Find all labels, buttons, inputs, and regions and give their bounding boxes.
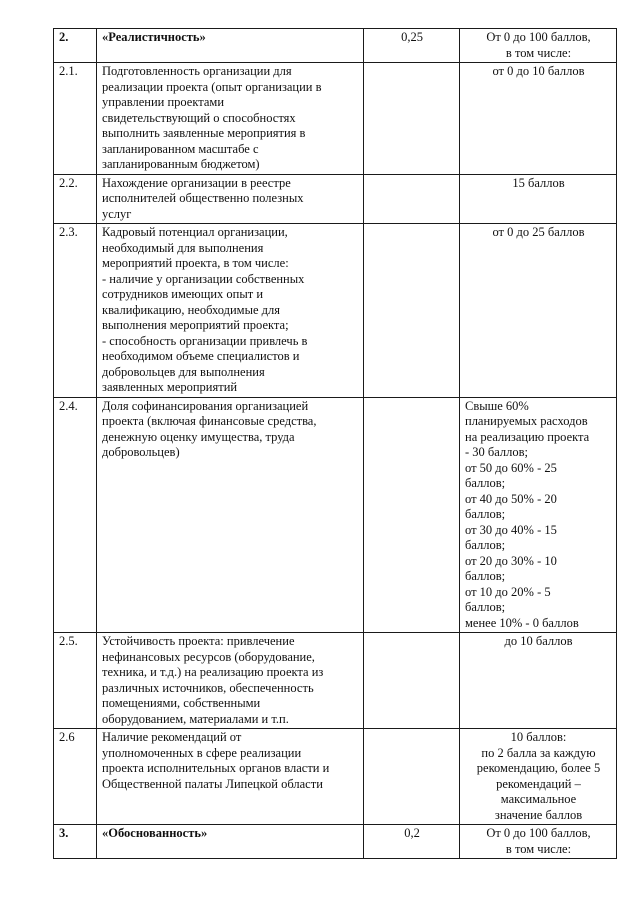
criterion-score-line: от 0 до 10 баллов — [492, 64, 585, 78]
table-row — [54, 729, 617, 825]
criterion-name-line: денежную оценку имущества, труда — [102, 429, 295, 444]
criterion-score-line: баллов; — [465, 507, 506, 521]
criterion-score-line: до 10 баллов — [504, 634, 573, 648]
criterion-score — [460, 633, 617, 729]
criterion-name-line: Наличие рекомендаций от — [102, 730, 242, 744]
criterion-name-line: добровольцев для выполнения — [102, 364, 265, 379]
criterion-name-line: управлении проектами — [102, 95, 225, 109]
criterion-name-line: Подготовленность организации для — [102, 64, 292, 78]
criterion-name-line: запланированном масштабе с — [102, 141, 259, 156]
criterion-name — [97, 174, 364, 224]
table-row — [54, 63, 617, 175]
criterion-name-line: заявленных мероприятий — [102, 380, 238, 394]
criterion-score-line: от 0 до 25 баллов — [492, 225, 585, 239]
criterion-score-line: максимальное — [500, 792, 577, 806]
criterion-weight — [364, 729, 460, 825]
criterion-score — [460, 729, 617, 825]
criterion-name-line: добровольцев) — [102, 445, 180, 459]
criterion-score-line: 10 баллов: — [510, 730, 567, 744]
row-number: 2. — [54, 29, 97, 63]
criterion-weight — [364, 633, 460, 729]
row-number: 2.2. — [54, 174, 97, 224]
table-row — [54, 224, 617, 398]
criterion-name-line: Доля софинансирования организацией — [102, 398, 309, 413]
criterion-score-line: планируемых расходов — [465, 414, 588, 428]
criterion-name-line: помещениями, собственными — [102, 696, 261, 710]
criterion-score-line: от 10 до 20% - 5 — [465, 584, 551, 599]
row-number: 3. — [54, 825, 97, 859]
criterion-name-line: уполномоченных в сфере реализации — [102, 745, 302, 760]
criterion-name — [97, 825, 364, 859]
criterion-score-line: баллов; — [465, 476, 506, 490]
criterion-name — [97, 63, 364, 175]
criterion-score-line: в том числе: — [505, 841, 572, 856]
criterion-score-line: От 0 до 100 баллов, — [486, 30, 591, 44]
criterion-name-line: свидетельствующий о способностях — [102, 110, 296, 125]
criterion-score — [460, 397, 617, 633]
criterion-name — [97, 397, 364, 633]
criterion-name-line: Кадровый потенциал организации, — [102, 225, 288, 239]
table-row — [54, 633, 617, 729]
criterion-name-line: техника, и т.д.) на реализацию проекта из — [102, 665, 324, 679]
criterion-score-line: рекомендаций – — [496, 776, 581, 791]
criterion-name-line: - способность организации привлечь в — [102, 333, 308, 348]
criterion-score — [460, 63, 617, 175]
criterion-score-line: значение баллов — [494, 807, 583, 822]
criteria-table-body — [54, 29, 617, 859]
criterion-weight — [364, 224, 460, 398]
criterion-name — [97, 729, 364, 825]
criterion-score-line: - 30 баллов; — [465, 445, 529, 459]
criterion-score — [460, 29, 617, 63]
criterion-score-line: от 30 до 40% - 15 — [465, 522, 557, 537]
criterion-name-line: выполнить заявленные мероприятия в — [102, 126, 306, 140]
criterion-name-line: исполнителей общественно полезных — [102, 191, 304, 205]
row-number: 2.5. — [54, 633, 97, 729]
row-number: 2.6 — [54, 729, 97, 825]
criterion-score-line: от 50 до 60% - 25 — [465, 460, 557, 475]
criterion-name — [97, 29, 364, 63]
criterion-score-line: 15 баллов — [512, 175, 565, 190]
criterion-name-line: Общественной палаты Липецкой области — [102, 776, 323, 791]
row-number: 2.1. — [54, 63, 97, 175]
criterion-name-line: выполнения мероприятий проекта; — [102, 318, 289, 332]
row-number: 2.4. — [54, 397, 97, 633]
criterion-name-line: Нахождение организации в реестре — [102, 175, 291, 190]
criterion-score-line: от 20 до 30% - 10 — [465, 553, 557, 568]
criterion-name — [97, 633, 364, 729]
criterion-score-line: От 0 до 100 баллов, — [486, 826, 591, 840]
criterion-name-line: «Обоснованность» — [102, 826, 208, 840]
criterion-name-line: проекта (включая финансовые средства, — [102, 414, 317, 428]
criterion-weight — [364, 397, 460, 633]
table-row — [54, 825, 617, 859]
criteria-table — [53, 28, 617, 859]
criterion-score — [460, 825, 617, 859]
criterion-score — [460, 174, 617, 224]
criterion-name-line: квалификацию, необходимые для — [102, 302, 280, 317]
criterion-name-line: необходимый для выполнения — [102, 240, 264, 255]
criterion-weight — [364, 174, 460, 224]
criterion-name-line: реализации проекта (опыт организации в — [102, 79, 322, 94]
criterion-name-line: запланированным бюджетом) — [102, 157, 260, 171]
criterion-name-line: Устойчивость проекта: привлечение — [102, 634, 295, 648]
criterion-score-line: Свыше 60% — [465, 398, 529, 413]
criterion-score-line: баллов; — [465, 600, 506, 614]
criterion-name-line: «Реалистичность» — [102, 30, 206, 44]
row-number: 2.3. — [54, 224, 97, 398]
table-row — [54, 29, 617, 63]
criterion-weight: 0,25 — [364, 29, 460, 63]
criterion-score-line: от 40 до 50% - 20 — [465, 491, 557, 506]
criterion-weight: 0,2 — [364, 825, 460, 859]
criterion-score-line: баллов; — [465, 569, 506, 583]
criterion-name-line: - наличие у организации собственных — [102, 271, 305, 286]
criterion-score-line: по 2 балла за каждую — [481, 745, 596, 760]
criterion-score-line: на реализацию проекта — [465, 429, 590, 444]
criterion-name-line: мероприятий проекта, в том числе: — [102, 256, 289, 270]
criterion-score-line: в том числе: — [505, 45, 572, 60]
criterion-name-line: сотрудников имеющих опыт и — [102, 287, 264, 301]
criterion-score-line: менее 10% - 0 баллов — [465, 615, 579, 630]
criterion-weight — [364, 63, 460, 175]
criterion-name — [97, 224, 364, 398]
criterion-name-line: услуг — [102, 206, 132, 221]
criterion-name-line: проекта исполнительных органов власти и — [102, 761, 330, 775]
table-row — [54, 397, 617, 633]
criterion-score-line: баллов; — [465, 538, 506, 552]
table-row — [54, 174, 617, 224]
criterion-score-line: рекомендацию, более 5 — [476, 761, 601, 775]
criterion-name-line: нефинансовых ресурсов (оборудование, — [102, 649, 315, 664]
criterion-name-line: различных источников, обеспеченность — [102, 680, 314, 695]
criterion-name-line: необходимом объеме специалистов и — [102, 349, 300, 363]
criterion-name-line: оборудованием, материалами и т.п. — [102, 711, 289, 726]
criterion-score — [460, 224, 617, 398]
